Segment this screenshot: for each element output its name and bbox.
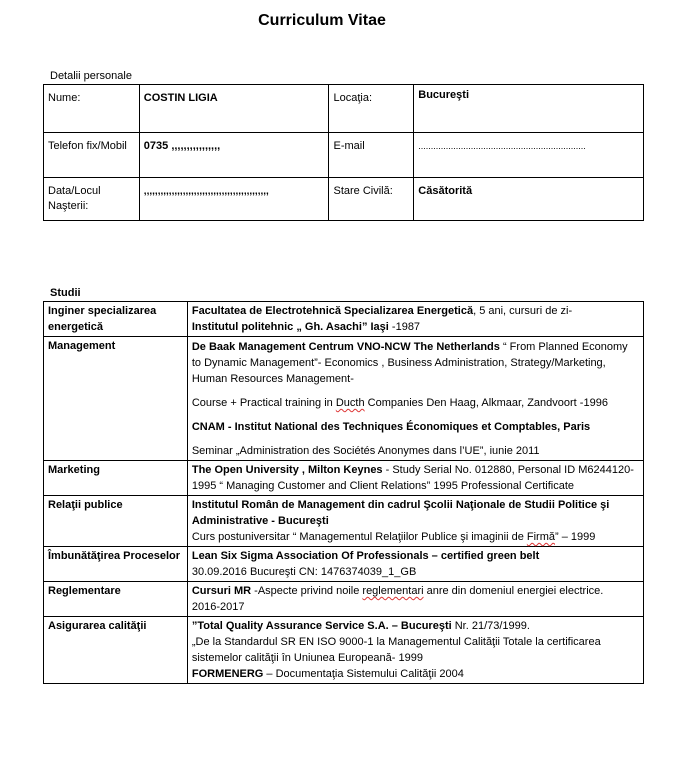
table-row (44, 496, 644, 547)
open-university-name: The Open University , Milton Keynes (191, 464, 383, 476)
open-university-detail: - Study Serial No. 012880, Personal ID M6244120- 1995 “ Managing Customer and Client Relations” 1995 Professional Certificate (191, 464, 634, 492)
civil-status-value: Căsătorită (414, 178, 644, 221)
email-value: ................................................................... (414, 133, 644, 178)
training-text-c: Companies Den Haag, Alkmaar, Zandvoort -1996 (364, 397, 608, 409)
pr-course-b: Firmă (526, 531, 555, 543)
tqas-name: ”Total Quality Assurance Service S.A. – Bucureşti (191, 620, 452, 632)
seminar-text: Seminar „Administration des Sociétés Anonymes dans l’UE”, iunie 2011 (191, 445, 540, 457)
table-row (44, 461, 644, 496)
studies-table (43, 301, 644, 684)
irm-name: Institutul Român de Management din cadrul Şcolii Naţionale de Studii Politice şi Administrative - Bucureşti (191, 499, 610, 527)
debaak-name: De Baak Management Centrum VNO-NCW The Netherlands (191, 341, 500, 353)
table-row (44, 337, 644, 461)
study-label-marketing: Marketing (44, 461, 188, 496)
phone-label: Telefon fix/Mobil (44, 133, 140, 178)
location-label: Locaţia: (329, 85, 414, 133)
personal-section-label: Detalii personale (50, 70, 132, 82)
personal-details-table (43, 84, 644, 221)
phone-value: 0735 ,,,,,,,,,,,,,,,, (139, 133, 329, 178)
institute-year: -1987 (388, 321, 421, 333)
table-row (44, 617, 644, 684)
email-label: E-mail (329, 133, 414, 178)
mr-course-c: anre din domeniul energiei electrice. (423, 585, 604, 597)
study-content-quality (187, 617, 643, 684)
formenerg-detail: – Documentaţia Sistemului Calităţii 2004 (263, 668, 464, 680)
faculty-detail: , 5 ani, cursuri de zi- (473, 305, 573, 317)
study-label-quality: Asigurarea calităţii (44, 617, 188, 684)
study-label-engineer: Inginer specializarea energetică (44, 302, 188, 337)
study-label-regulation: Reglementare (44, 582, 188, 617)
pr-course-a: Curs postuniversitar “ Managementul Relaţiilor Publice şi imaginii de (191, 531, 527, 543)
birth-label: Data/Locul Naşterii: (44, 178, 140, 221)
study-content-regulation (187, 582, 643, 617)
study-content-process (187, 547, 643, 582)
lean-six-sigma-name: Lean Six Sigma Association Of Professionals – certified green belt (191, 550, 540, 562)
faculty-name: Facultatea de Electrotehnică Specializarea Energetică (191, 305, 474, 317)
civil-status-label: Stare Civilă: (329, 178, 414, 221)
study-content-management (187, 337, 643, 461)
tqas-number: Nr. 21/73/1999. (451, 620, 530, 632)
training-text-b: Ducth (335, 397, 365, 409)
birth-value: ,,,,,,,,,,,,,,,,,,,,,,,,,,,,,,,,,,,,,,,,,,,,, (139, 178, 329, 221)
name-label: Nume: (44, 85, 140, 133)
document-title: Curriculum Vitae (258, 12, 386, 29)
study-label-management: Management (44, 337, 188, 461)
lean-six-sigma-detail: 30.09.2016 Bucureşti CN: 1476374039_1_GB (191, 566, 417, 578)
table-row (44, 302, 644, 337)
name-value: COSTIN LIGIA (139, 85, 329, 133)
study-label-process: Îmbunătăţirea Proceselor (44, 547, 188, 582)
pr-course-c: ” – 1999 (555, 531, 596, 543)
debaak-detail: “ From Planned Economy to Dynamic Management”- Economics , Business Administration, Strategy/Marketing, Human Resources Management- (191, 341, 628, 385)
mr-course-a: -Aspecte privind noile (251, 585, 363, 597)
training-text-a: Course + Practical training in (191, 397, 336, 409)
study-content-pr (187, 496, 643, 547)
studies-section-label: Studii (50, 287, 81, 299)
study-content-marketing (187, 461, 643, 496)
location-value: Bucureşti (414, 85, 644, 133)
table-row (44, 547, 644, 582)
study-label-pr: Relaţii publice (44, 496, 188, 547)
formenerg-name: FORMENERG (191, 668, 264, 680)
table-row (44, 582, 644, 617)
mr-course-b: reglementari (362, 585, 424, 597)
cnam-name: CNAM - Institut National des Techniques Économiques et Comptables, Paris (191, 421, 591, 433)
institute-name: Institutul politehnic „ Gh. Asachi” Iaşi (191, 321, 389, 333)
iso-course: „De la Standardul SR EN ISO 9000-1 la Managementul Calităţii Totale la certificarea sistemelor calităţii în Uniunea Europeană- 1999 (191, 636, 601, 664)
mr-course-name: Cursuri MR (191, 585, 252, 597)
mr-course-years: 2016-2017 (191, 601, 245, 613)
study-content-engineer (187, 302, 643, 337)
